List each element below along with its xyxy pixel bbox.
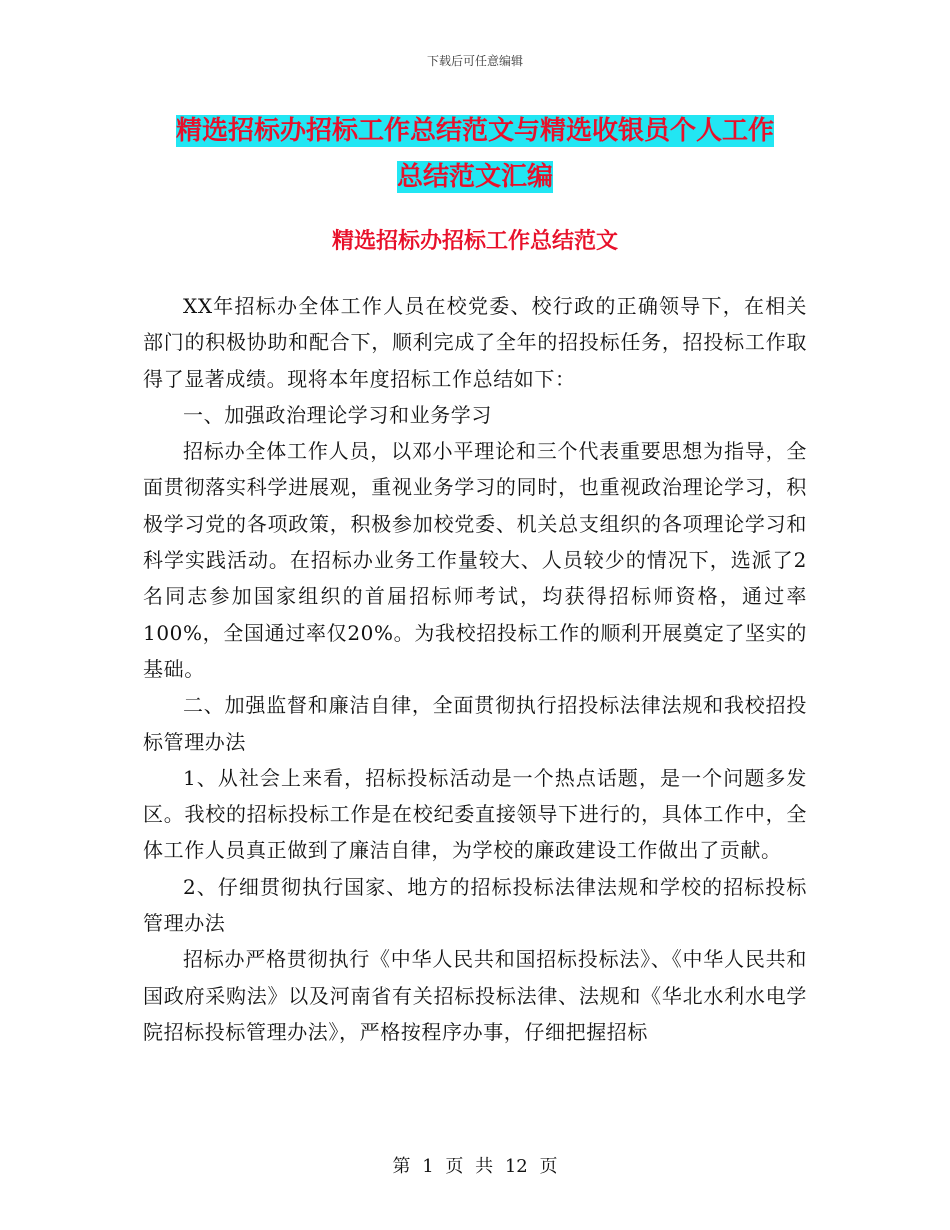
paragraph: 1、从社会上来看，招标投标活动是一个热点话题，是一个问题多发区。我校的招标投标工作是在校纪委直接领导下进行的，具体工作中，全体工作人员真正做到了廉洁自律，为学校的廉政建设工作做出了贡献。	[143, 765, 807, 863]
paragraph: 2、仔细贯彻执行国家、地方的招标投标法律法规和学校的招标投标管理办法	[143, 874, 807, 936]
header-note: 下载后可任意编辑	[426, 54, 523, 68]
document-title	[0, 108, 950, 200]
paragraph: 一、加强政治理论学习和业务学习	[183, 402, 492, 427]
title-line-2: 总结范文汇编	[396, 162, 553, 192]
page-footer: 第 1 页 共 12 页	[392, 1156, 558, 1177]
paragraph: 招标办严格贯彻执行《中华人民共和国招标投标法》、《中华人民共和国政府采购法》以及河南省有关招标投标法律、法规和《华北水利水电学院招标投标管理办法》，严格按程序办事，仔细把握招标	[143, 947, 807, 1044]
paragraph: 二、加强监督和廉洁自律，全面贯彻执行招投标法律法规和我校招投标管理办法	[143, 693, 807, 754]
body-text	[143, 288, 807, 1050]
paragraph: 招标办全体工作人员，以邓小平理论和三个代表重要思想为指导，全面贯彻落实科学进展观，重视业务学习的同时，也重视政治理论学习，积极学习党的各项政策，积极参加校党委、机关总支组织的各项理论学习和科学实践活动。在招标办业务工作量较大、人员较少的情况下，选派了2名同志参加国家组织的首届招标师考试，均获得招标师资格，通过率100%，全国通过率仅20%。为我校招投标工作的顺利开展奠定了坚实的基础。	[143, 439, 807, 681]
section-title: 精选招标办招标工作总结范文	[331, 228, 618, 254]
paragraph: XX年招标办全体工作人员在校党委、校行政的正确领导下，在相关部门的积极协助和配合下，顺利完成了全年的招投标任务，招投标工作取得了显著成绩。现将本年度招标工作总结如下：	[143, 294, 807, 391]
title-line-1: 精选招标办招标工作总结范文与精选收银员个人工作	[175, 116, 774, 146]
